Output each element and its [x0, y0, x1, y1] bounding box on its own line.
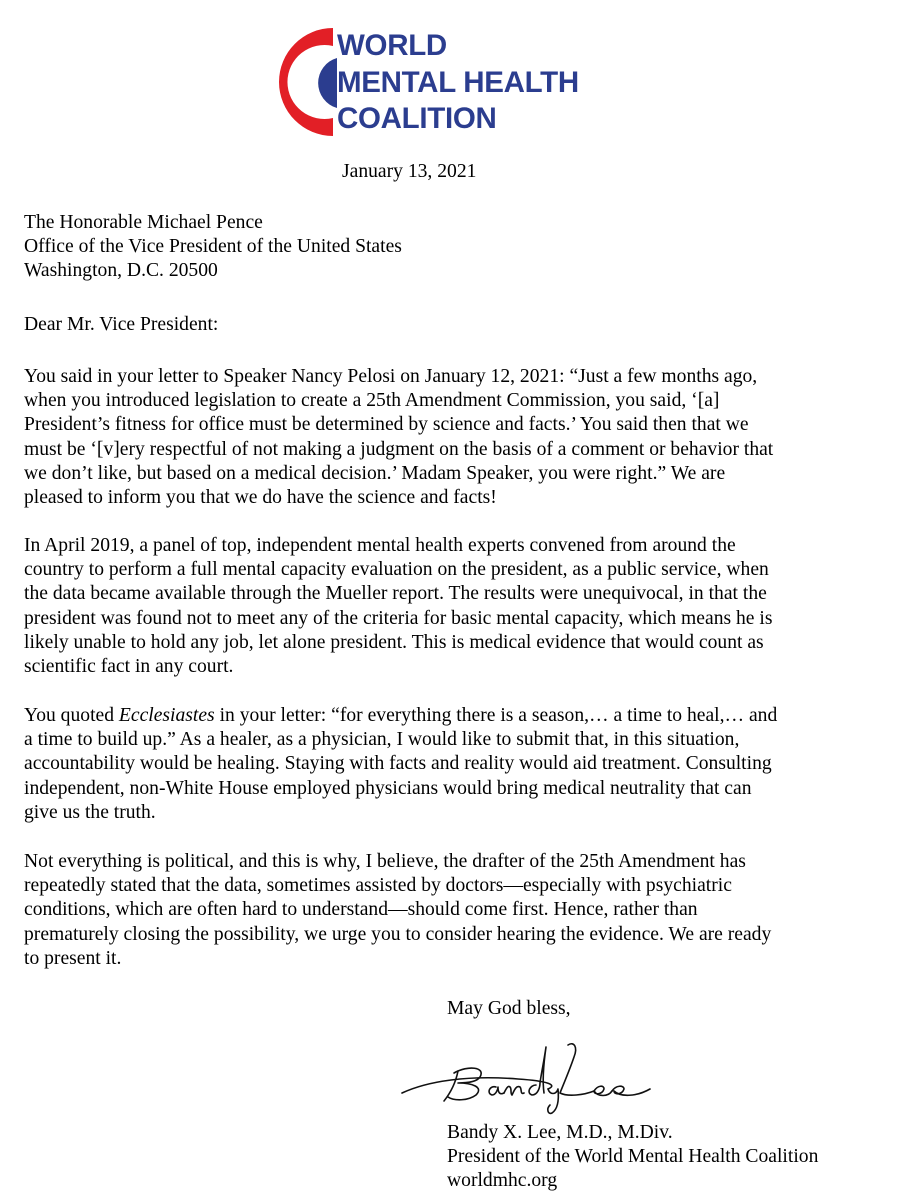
paragraph-4-line: prematurely closing the possibility, we urge you to consider hearing the evidence. We are ready — [24, 923, 772, 945]
paragraph-4-line: to present it. — [24, 947, 122, 969]
paragraph-4-line: Not everything is political, and this is why, I believe, the drafter of the 25th Amendment has — [24, 851, 746, 872]
paragraph-3-line — [24, 704, 884, 728]
paragraph-2 — [24, 534, 884, 679]
paragraph-4-line: repeatedly stated that the data, sometimes assisted by doctors—especially with psychiatric — [24, 875, 732, 897]
paragraph-2-line: scientific fact in any court. — [24, 656, 234, 678]
paragraph-1-line: You said in your letter to Speaker Nancy Pelosi on January 12, 2021: “Just a few months ago, — [24, 366, 758, 387]
logo-wordmark — [337, 28, 579, 138]
paragraph-3 — [24, 704, 884, 825]
paragraph-2-line: president was found not to meet any of the criteria for basic mental capacity, which means he is — [24, 607, 773, 629]
paragraph-3-line: give us the truth. — [24, 801, 156, 823]
closing-line: May God bless, — [447, 998, 571, 1019]
logo-line-world: WORLD — [337, 29, 447, 62]
paragraph-3-quote: in your letter: “for everything there is a season,… a time to heal,… and — [214, 705, 778, 726]
paragraph-1-line: we don’t like, but based on a medical decision.’ Madam Speaker, you were right.” We are — [24, 462, 726, 484]
paragraph-4 — [24, 850, 884, 971]
paragraph-2-line: country to perform a full mental capacity evaluation on the president, as a public service, when — [24, 559, 769, 581]
organization-logo — [277, 24, 577, 142]
organization-website: worldmhc.org — [447, 1170, 558, 1192]
recipient-address — [24, 211, 402, 284]
paragraph-1-line: must be ‘[v]ery respectful of not making a judgment on the basis of a comment or behavior that — [24, 438, 774, 460]
signer-block — [447, 1121, 818, 1194]
signer-name: Bandy X. Lee, M.D., M.Div. — [447, 1122, 673, 1143]
letter-date: January 13, 2021 — [342, 161, 477, 182]
handwritten-signature — [398, 1035, 668, 1117]
paragraph-1 — [24, 365, 884, 510]
paragraph-2-line: In April 2019, a panel of top, independent mental health experts convened from around the — [24, 535, 736, 556]
paragraph-1-line: when you introduced legislation to create a 25th Amendment Commission, you said, ‘[a] — [24, 390, 720, 412]
recipient-office: Office of the Vice President of the United States — [24, 236, 402, 258]
paragraph-2-line: the data became available through the Mueller report. The results were unequivocal, in that the — [24, 583, 767, 605]
paragraph-3-line: a time to build up.” As a healer, as a physician, I would like to submit that, in this situation, — [24, 729, 740, 751]
paragraph-4-line: conditions, which are often hard to understand—should come first. Hence, rather than — [24, 899, 698, 921]
paragraph-3-line: accountability would be healing. Staying with facts and reality would aid treatment. Consulting — [24, 753, 772, 775]
paragraph-3-lead: You quoted — [24, 705, 119, 726]
paragraph-1-line: pleased to inform you that we do have the science and facts! — [24, 487, 497, 509]
recipient-city: Washington, D.C. 20500 — [24, 260, 218, 282]
logo-line-coalition: COALITION — [337, 102, 497, 135]
book-title-ecclesiastes: Ecclesiastes — [118, 705, 215, 726]
paragraph-2-line: likely unable to hold any job, let alone president. This is medical evidence that would count as — [24, 631, 764, 653]
recipient-name: The Honorable Michael Pence — [24, 212, 263, 233]
salutation: Dear Mr. Vice President: — [24, 314, 219, 335]
paragraph-3-line: independent, non-White House employed physicians would bring medical neutrality that can — [24, 777, 752, 799]
signer-title: President of the World Mental Health Coalition — [447, 1146, 819, 1168]
paragraph-1-line: President’s fitness for office must be determined by science and facts.’ You said then that we — [24, 414, 749, 436]
logo-line-mental-health: MENTAL HEALTH — [337, 65, 579, 99]
